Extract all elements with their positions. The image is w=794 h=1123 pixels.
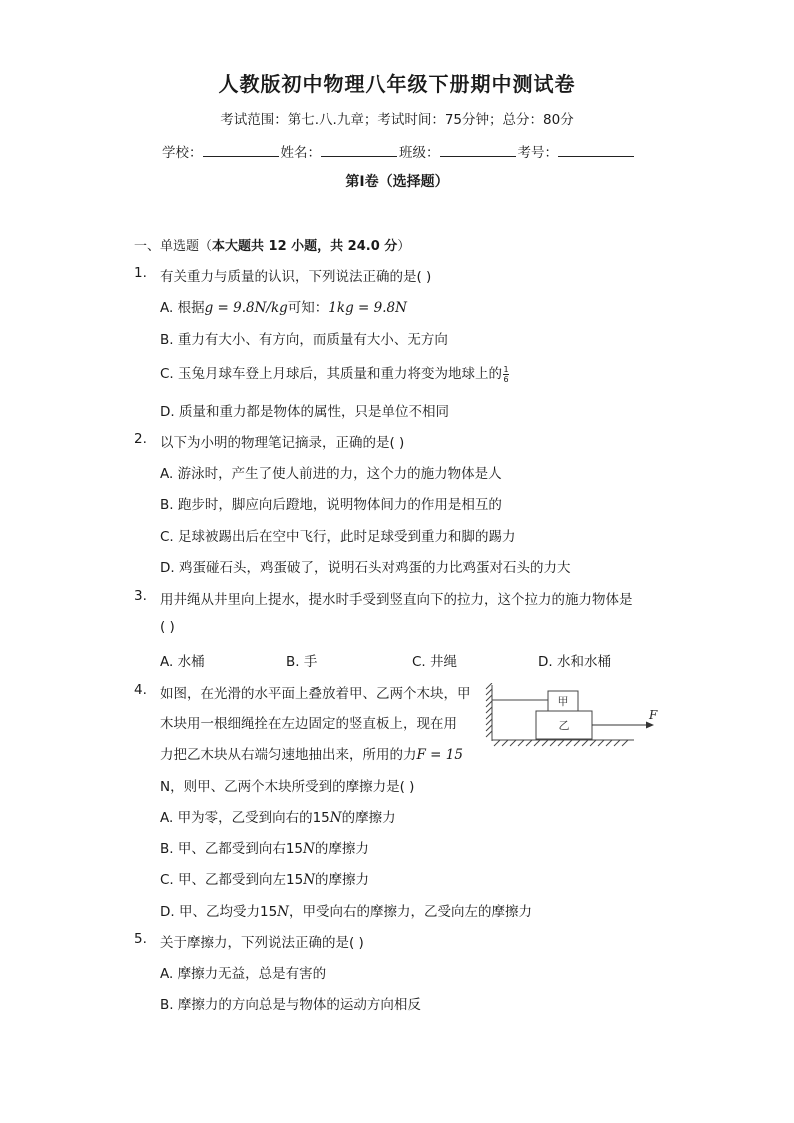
fraction-one-sixth [503, 365, 509, 384]
exam-number-blank[interactable] [558, 142, 634, 157]
question-2-option-b[interactable]: B. 跑步时，脚应向后蹬地，说明物体间力的作用是相互的 [160, 497, 502, 513]
question-1-option-d[interactable]: D. 质量和重力都是物体的属性，只是单位不相同 [160, 404, 449, 420]
question-2-stem: 以下为小明的物理笔记摘录，正确的是( ) [160, 435, 405, 451]
question-5-option-a[interactable]: A. 摩擦力无益，总是有害的 [160, 966, 327, 982]
option-b-unit: N [303, 841, 315, 857]
class-label: 班级： [399, 145, 440, 161]
question-2-option-d[interactable]: D. 鸡蛋碰石头，鸡蛋破了，说明石头对鸡蛋的力比鸡蛋对石头的力大 [160, 560, 571, 576]
force-equation: F = 15 [416, 747, 463, 763]
question-1-stem: 有关重力与质量的认识，下列说法正确的是( ) [160, 269, 432, 285]
question-3-stem: 用井绳从井里向上提水，提水时手受到竖直向下的拉力，这个拉力的施力物体是 [160, 592, 633, 608]
exam-subtitle: 考试范围：第七.八.九章；考试时间：75分钟；总分：80分 [220, 112, 574, 128]
option-a-end: 的摩擦力 [341, 810, 396, 826]
section-suffix: ） [397, 239, 411, 254]
force-arrow-head [646, 722, 654, 729]
school-blank[interactable] [203, 142, 279, 157]
exam-number-label: 考号： [517, 145, 558, 161]
question-4-option-d[interactable] [160, 900, 532, 920]
question-3-option-a[interactable]: A. 水桶 [160, 654, 205, 670]
question-3-stem-paren: ( ) [160, 619, 175, 635]
question-1-option-a[interactable] [160, 296, 407, 316]
force-label: F [649, 708, 658, 722]
option-c-unit: N [303, 872, 315, 888]
section-title [134, 235, 410, 254]
question-4-stem-line-3 [160, 743, 463, 763]
question-3-number: 3. [134, 588, 147, 604]
part-title: 第Ⅰ卷（选择题） [345, 174, 449, 190]
question-2-option-a[interactable]: A. 游泳时，产生了使人前进的力，这个力的施力物体是人 [160, 466, 502, 482]
exam-title: 人教版初中物理八年级下册期中测试卷 [218, 72, 576, 96]
stem-line-3-text: 力把乙木块从右端匀速地抽出来，所用的力 [160, 747, 417, 763]
question-5-option-b[interactable]: B. 摩擦力的方向总是与物体的运动方向相反 [160, 997, 421, 1013]
option-a-text: A. 甲为零，乙受到向右的15 [160, 810, 330, 826]
ground-hatching [492, 740, 634, 746]
option-a-text-mid: 可知： [287, 300, 329, 316]
block-yi-label: 乙 [558, 719, 570, 732]
question-3-option-c[interactable]: C. 井绳 [412, 654, 458, 670]
option-a-unit: N [329, 810, 342, 826]
question-3-option-d[interactable]: D. 水和水桶 [538, 654, 611, 670]
class-blank[interactable] [440, 142, 516, 157]
question-4-number: 4. [134, 682, 147, 698]
section-detail: 本大题共 12 小题，共 24.0 分 [212, 239, 398, 254]
option-c-text: C. 甲、乙都受到向左15 [160, 872, 304, 888]
question-4-stem-line-4: N，则甲、乙两个木块所受到的摩擦力是( ) [160, 779, 415, 795]
question-1-option-c[interactable] [160, 362, 509, 384]
question-3-option-b[interactable]: B. 手 [286, 654, 318, 670]
option-c-end: 的摩擦力 [315, 872, 369, 888]
name-label: 姓名： [280, 145, 321, 161]
question-4-stem-line-2: 木块用一根细绳拴在左边固定的竖直板上，现在用 [160, 716, 457, 732]
wall-hatching [486, 683, 492, 741]
friction-blocks-diagram [484, 683, 664, 747]
fraction-numerator: 1 [503, 364, 509, 374]
question-4-option-c[interactable] [160, 868, 369, 888]
question-4-stem-line-1: 如图，在光滑的水平面上叠放着甲、乙两个木块，甲 [160, 686, 471, 702]
option-d-end: ，甲受向右的摩擦力，乙受向左的摩擦力 [288, 904, 532, 920]
option-a-text: A. 根据 [160, 300, 205, 316]
name-blank[interactable] [321, 142, 397, 157]
option-d-unit: N [277, 904, 289, 920]
block-jia-label: 甲 [557, 695, 569, 708]
question-5-number: 5. [134, 931, 147, 947]
option-a-equation-1: g = 9.8N/kg [204, 300, 288, 316]
section-prefix: 一、单选题（ [134, 239, 213, 254]
option-b-text: B. 甲、乙都受到向右15 [160, 841, 304, 857]
school-label: 学校： [162, 145, 203, 161]
question-4-option-a[interactable] [160, 806, 396, 826]
option-b-end: 的摩擦力 [314, 841, 369, 857]
option-c-text: C. 玉兔月球车登上月球后，其质量和重力将变为地球上的 [160, 366, 503, 382]
option-d-text: D. 甲、乙均受力15 [160, 904, 278, 920]
question-1-number: 1. [134, 265, 147, 281]
question-4-option-b[interactable] [160, 837, 369, 857]
fraction-denominator: 6 [503, 374, 509, 384]
student-info-line [162, 141, 636, 161]
question-2-number: 2. [134, 431, 147, 447]
option-a-equation-2: 1kg = 9.8N [328, 300, 407, 316]
question-2-option-c[interactable]: C. 足球被踢出后在空中飞行，此时足球受到重力和脚的踢力 [160, 529, 516, 545]
question-1-option-b[interactable]: B. 重力有大小、有方向，而质量有大小、无方向 [160, 332, 448, 348]
question-5-stem: 关于摩擦力，下列说法正确的是( ) [160, 935, 364, 951]
